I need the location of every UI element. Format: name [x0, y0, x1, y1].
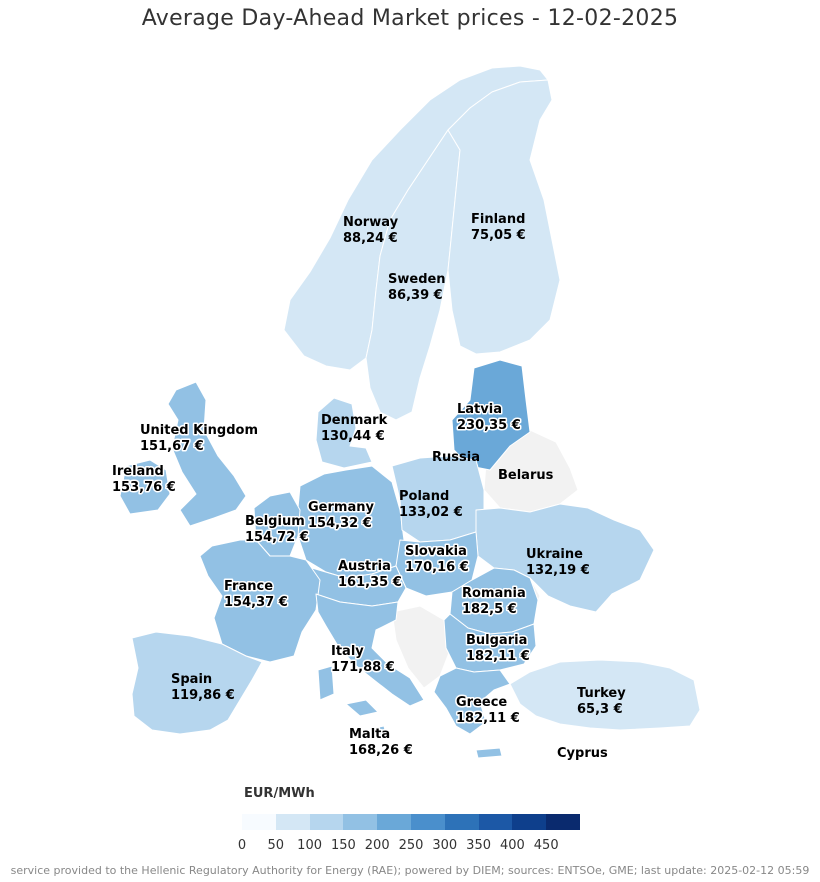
country-uk[interactable] [168, 382, 246, 526]
country-label-bulgaria: Bulgaria [466, 633, 528, 648]
legend-tick: 50 [267, 838, 285, 853]
country-label-ireland: Ireland [112, 464, 164, 479]
country-price-latvia: 230,35 € [457, 418, 521, 433]
country-label-denmark: Denmark [321, 413, 388, 428]
country-price-norway: 88,24 € [343, 231, 398, 246]
footer-attribution: service provided to the Hellenic Regulatory Authority for Energy (RAE); powered by DIEM; sources: ENTSOe, GME; last update: 2025-02-12 05:59 [10, 864, 810, 877]
legend-tick: 350 [466, 838, 492, 853]
country-price-belgium: 154,72 € [245, 530, 309, 545]
legend-step [445, 814, 479, 830]
country-label-greece: Greece [456, 695, 508, 710]
legend-tick: 200 [364, 838, 390, 853]
country-label-turkey: Turkey [577, 686, 626, 701]
legend-step [310, 814, 344, 830]
legend-step [546, 814, 580, 830]
legend-tick: 300 [432, 838, 458, 853]
legend-step [479, 814, 513, 830]
map-title: Average Day-Ahead Market prices - 12-02-2025 [141, 6, 679, 31]
legend-step [377, 814, 411, 830]
legend-tick: 0 [237, 838, 247, 853]
country-price-denmark: 130,44 € [321, 429, 385, 444]
country-price-ireland: 153,76 € [112, 480, 176, 495]
country-price-romania: 182,5 € [462, 602, 517, 617]
country-price-uk: 151,67 € [140, 439, 204, 454]
legend-color-scale [242, 814, 580, 830]
legend-tick: 250 [398, 838, 424, 853]
country-label-belgium: Belgium [245, 514, 305, 529]
country-label-poland: Poland [399, 489, 450, 504]
country-price-italy: 171,88 € [331, 660, 395, 675]
country-label-spain: Spain [171, 672, 213, 687]
country-price-ukraine: 132,19 € [526, 563, 590, 578]
country-label-belarus: Belarus [498, 468, 554, 483]
country-price-greece: 182,11 € [456, 711, 520, 726]
country-price-sweden: 86,39 € [388, 288, 443, 303]
country-label-latvia: Latvia [457, 402, 502, 417]
country-label-finland: Finland [471, 212, 526, 227]
country-label-austria: Austria [338, 559, 391, 574]
country-label-ukraine: Ukraine [526, 547, 583, 562]
country-label-slovakia: Slovakia [405, 544, 467, 559]
country-price-bulgaria: 182,11 € [466, 649, 530, 664]
legend-step [242, 814, 276, 830]
country-label-germany: Germany [308, 500, 374, 515]
legend-tick: 400 [499, 838, 525, 853]
legend-step [411, 814, 445, 830]
country-price-turkey: 65,3 € [577, 702, 623, 717]
country-label-malta: Malta [349, 727, 391, 742]
legend-title: EUR/MWh [244, 786, 315, 801]
legend-step [276, 814, 310, 830]
legend-step [512, 814, 546, 830]
legend-tick: 100 [297, 838, 323, 853]
country-price-austria: 161,35 € [338, 575, 402, 590]
country-price-spain: 119,86 € [171, 688, 235, 703]
country-price-france: 154,37 € [224, 595, 288, 610]
country-price-malta: 168,26 € [349, 743, 413, 758]
legend-tick: 450 [533, 838, 559, 853]
country-label-uk: United Kingdom [140, 423, 259, 438]
country-price-germany: 154,32 € [308, 516, 372, 531]
country-label-romania: Romania [462, 586, 526, 601]
country-label-france: France [224, 579, 274, 594]
legend-tick: 150 [330, 838, 356, 853]
country-price-poland: 133,02 € [399, 505, 463, 520]
country-label-russia: Russia [432, 450, 480, 465]
country-label-sweden: Sweden [388, 272, 446, 287]
legend-ticks [237, 838, 580, 854]
legend-step [343, 814, 377, 830]
country-price-finland: 75,05 € [471, 228, 526, 243]
country-label-italy: Italy [331, 644, 364, 659]
country-label-norway: Norway [343, 215, 399, 230]
country-label-cyprus: Cyprus [557, 746, 608, 761]
country-price-slovakia: 170,16 € [405, 560, 469, 575]
